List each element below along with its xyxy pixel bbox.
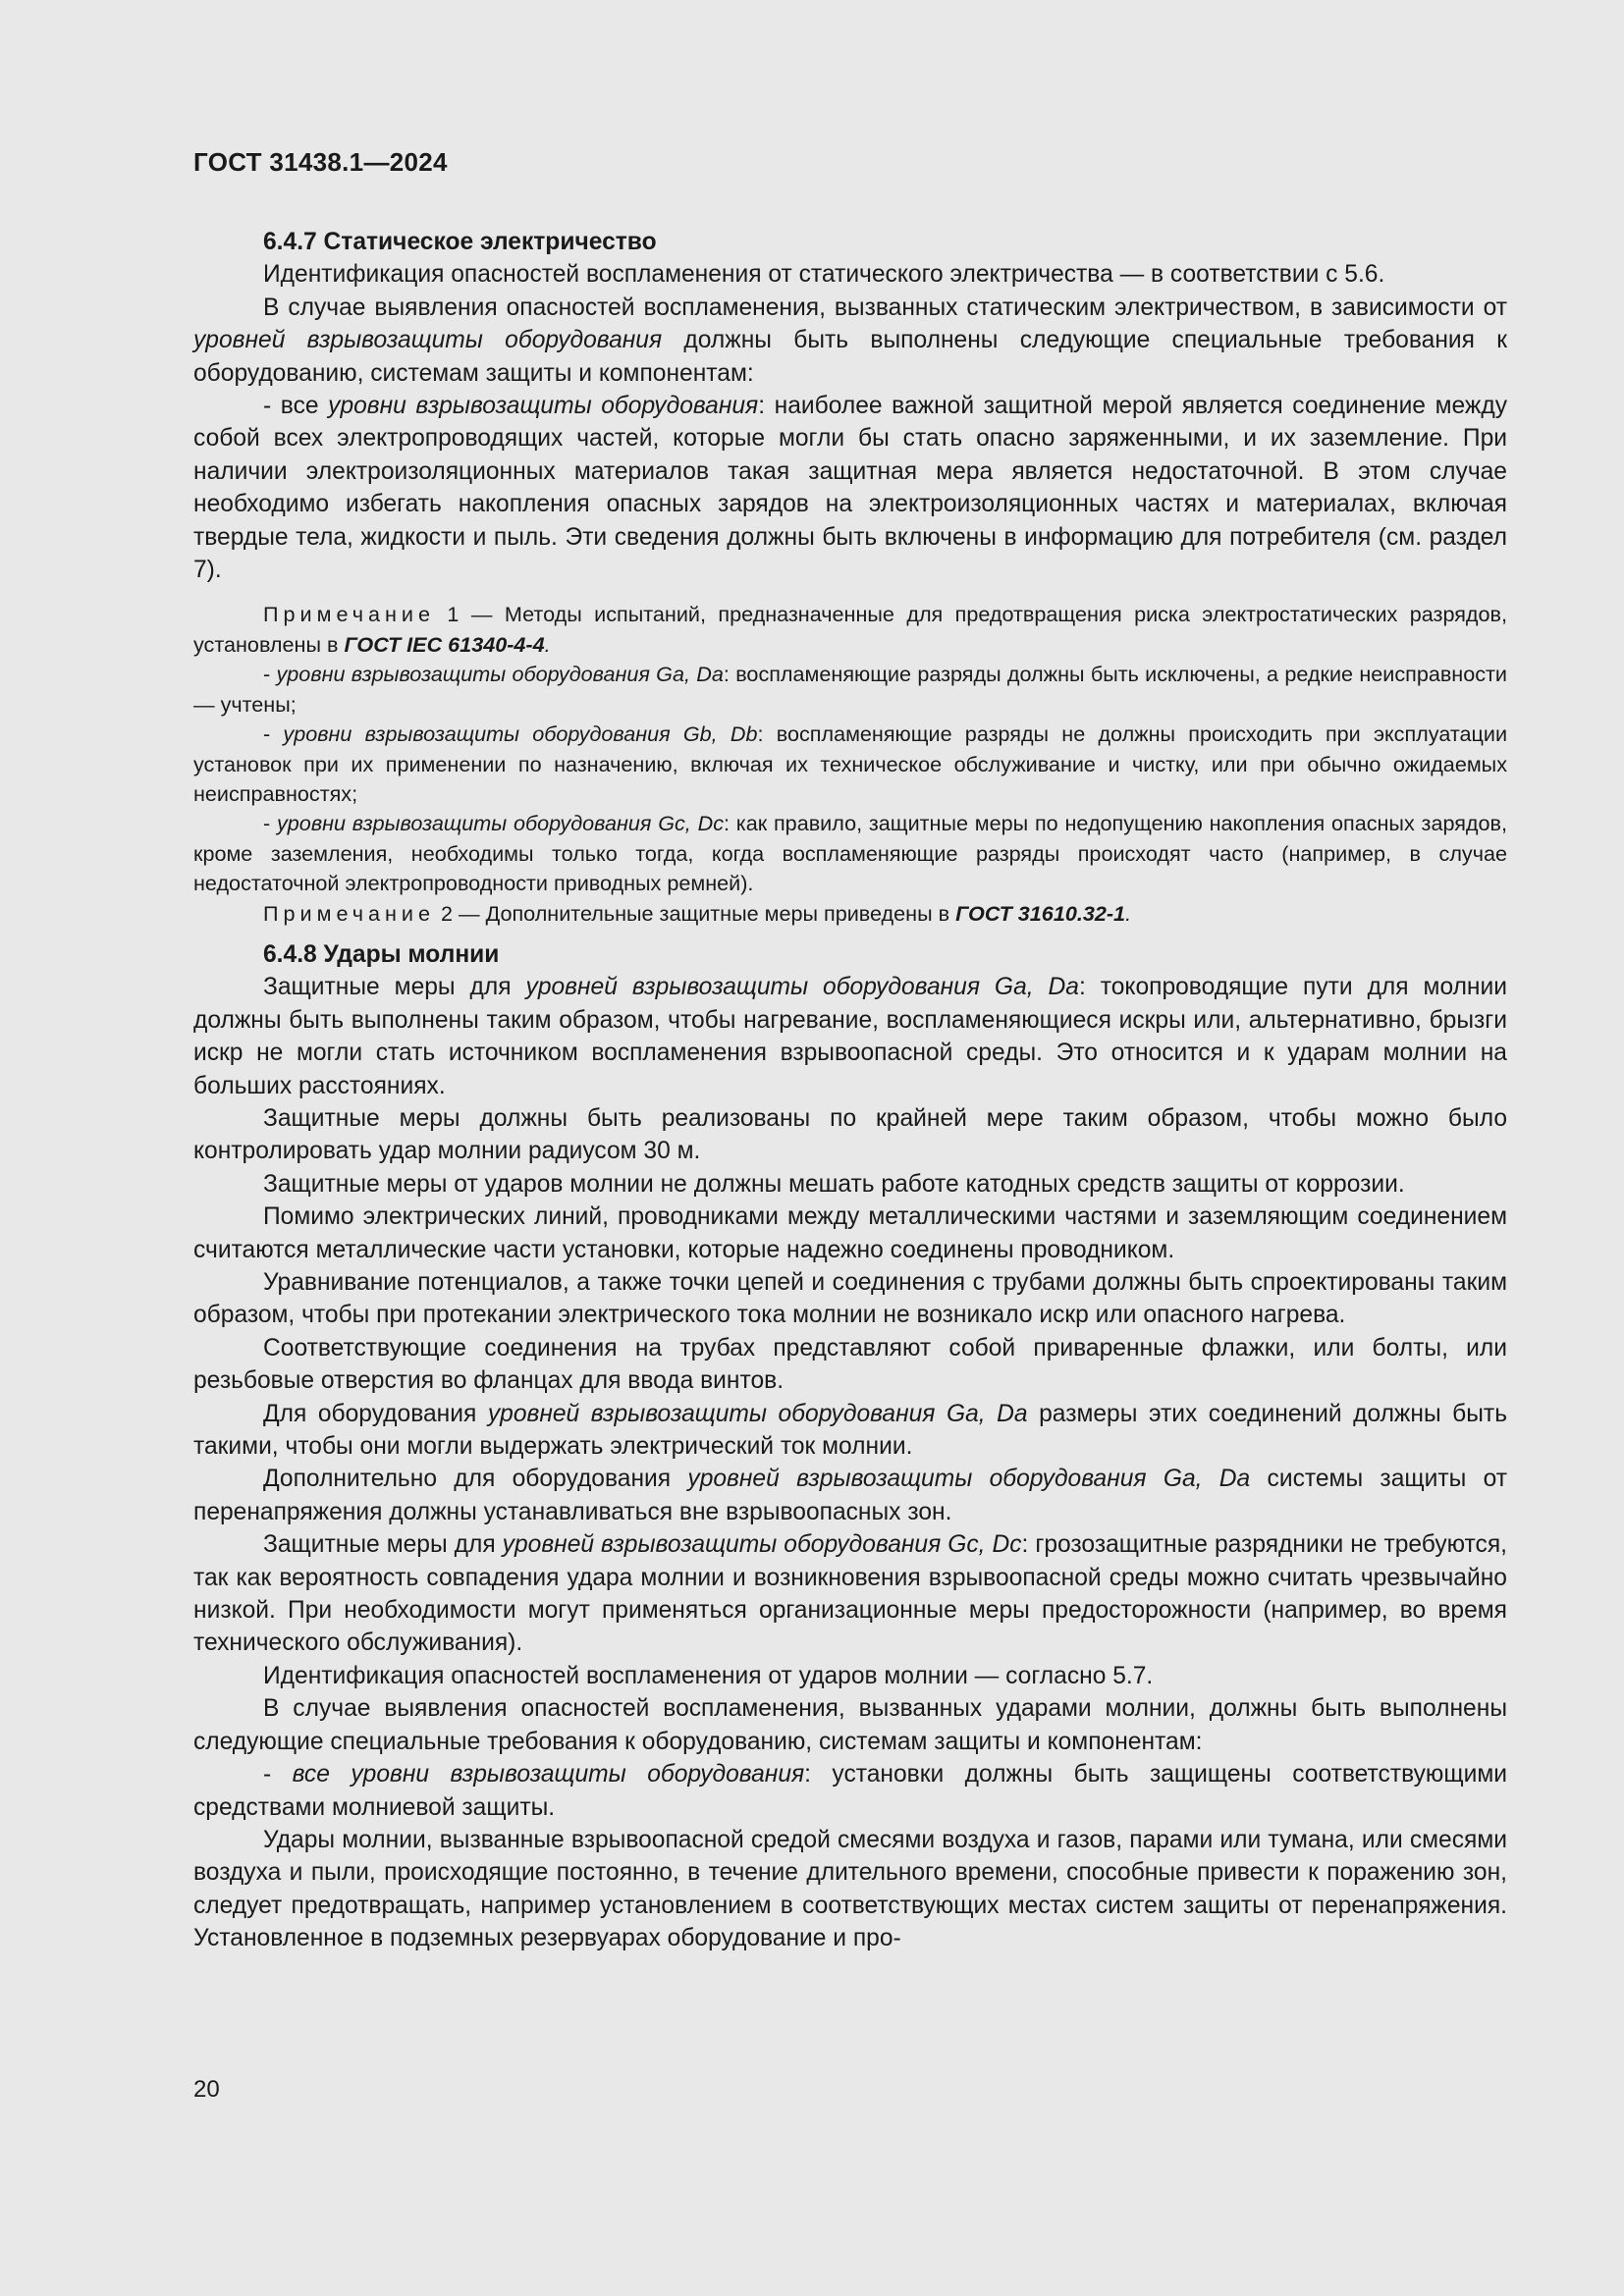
paragraph: Идентификация опасностей воспламенения от статического электричества — в соответствии с 5.6. [263,261,1385,289]
paragraph: Дополнительно для оборудования уровней взрывозащиты оборудования Ga, Da системы защиты от перенапряжения должны устанавливаться вне взрывоопасных зон. [193,1466,1507,1525]
page-number: 20 [193,2076,220,2103]
paragraph: Защитные меры от ударов молнии не должны мешать работе катодных средств защиты от коррозии. [263,1170,1405,1198]
note-2: Примечание 2 — Дополнительные защитные меры приведены в ГОСТ 31610.32-1. [263,900,1132,926]
paragraph: Защитные меры для уровней взрывозащиты оборудования Ga, Da: токопроводящие пути для молнии должны быть выполнены таким образом, чтобы нагревание, воспламеняющиеся искры или, альтернативно, брызги искр не могли стать источником воспламенения взрывоопасной среды. Это относится и к ударам молнии на больших расстояниях. [193,974,1507,1099]
paragraph: Уравнивание потенциалов, а также точки цепей и соединения с трубами должны быть спроектированы таким образом, чтобы при протекании электрического тока молнии не возникало искр или опасного нагрева. [193,1269,1507,1329]
document-body [193,226,1507,1955]
paragraph: В случае выявления опасностей воспламенения, вызванных ударами молнии, должны быть выполнены следующие специальные требования к оборудованию, системам защиты и компонентам: [193,1695,1507,1755]
paragraph: Идентификация опасностей воспламенения от ударов молнии — согласно 5.7. [263,1662,1154,1689]
document-header: ГОСТ 31438.1—2024 [193,147,448,177]
paragraph: Помимо электрических линий, проводниками между металлическими частями и заземляющим соединением считаются металлические части установки, которые надежно соединены проводником. [193,1203,1507,1263]
paragraph: - все уровни взрывозащиты оборудования: наиболее важной защитной мерой является соединение между собой всех электропроводящих частей, которые могли бы стать опасно заряженными, и их заземление. При наличии электроизоляционных материалов такая защитная мера является недостаточной. В этом случае необходимо избегать накопления опасных зарядов на электроизоляционных частях и материалах, включая твердые тела, жидкости и пыль. Эти сведения должны быть включены в информацию для потребителя (см. раздел 7). [193,393,1507,584]
paragraph: Защитные меры должны быть реализованы по крайней мере таким образом, чтобы можно было контролировать удар молнии радиусом 30 м. [193,1104,1507,1165]
paragraph: Для оборудования уровней взрывозащиты оборудования Ga, Da размеры этих соединений должны быть такими, чтобы они могли выдержать электрический ток молнии. [193,1400,1508,1461]
paragraph: - все уровни взрывозащиты оборудования: установки должны быть защищены соответствующими средствами молниевой защиты. [193,1761,1507,1821]
paragraph: Соответствующие соединения на трубах представляют собой приваренные флажки, или болты, или резьбовые отверстия во фланцах для ввода винтов. [193,1334,1507,1395]
note-1: Примечание 1 — Методы испытаний, предназначенные для предотвращения риска электростатических разрядов, установлены в ГОСТ IEC 61340-4-4. [193,602,1507,657]
note-list-item: - уровни взрывозащиты оборудования Gc, Dc: как правило, защитные меры по недопущению накопления опасных зарядов, кроме заземления, необходимы только тогда, когда воспламеняющие разряды происходят часто (например, в случае недостаточной электропроводности приводных ремней). [193,811,1507,896]
paragraph: Защитные меры для уровней взрывозащиты оборудования Gc, Dc: грозозащитные разрядники не требуются, так как вероятность совпадения удара молнии и возникновения взрывоопасной среды можно считать чрезвычайно низкой. При необходимости могут применяться организационные меры предосторожности (например, во время технического обслуживания). [193,1531,1507,1657]
paragraph: Удары молнии, вызванные взрывоопасной средой смесями воздуха и газов, парами или тумана, или смесями воздуха и пыли, происходящие постоянно, в течение длительного времени, способные привести к поражению зон, следует предотвращать, например установлением в соответствующих местах систем защиты от перенапряжения. Установленное в подземных резервуарах оборудование и про- [193,1826,1507,1952]
section-6-4-8-title: 6.4.8 Удары молнии [263,940,500,968]
note-list-item: - уровни взрывозащиты оборудования Ga, Da: воспламеняющие разряды должны быть исключены, а редкие неисправности — учтены; [193,662,1507,717]
paragraph: В случае выявления опасностей воспламенения, вызванных статическим электричеством, в зависимости от уровней взрывозащиты оборудования должны быть выполнены следующие специальные требования к оборудованию, системам защиты и компонентам: [193,294,1508,387]
note-list-item: - уровни взрывозащиты оборудования Gb, Db: воспламеняющие разряды не должны происходить при эксплуатации установок при их применении по назначению, включая их техническое обслуживание и чистку, или при обычно ожидаемых неисправностях; [193,721,1508,806]
section-6-4-7-title: 6.4.7 Статическое электричество [263,229,657,255]
